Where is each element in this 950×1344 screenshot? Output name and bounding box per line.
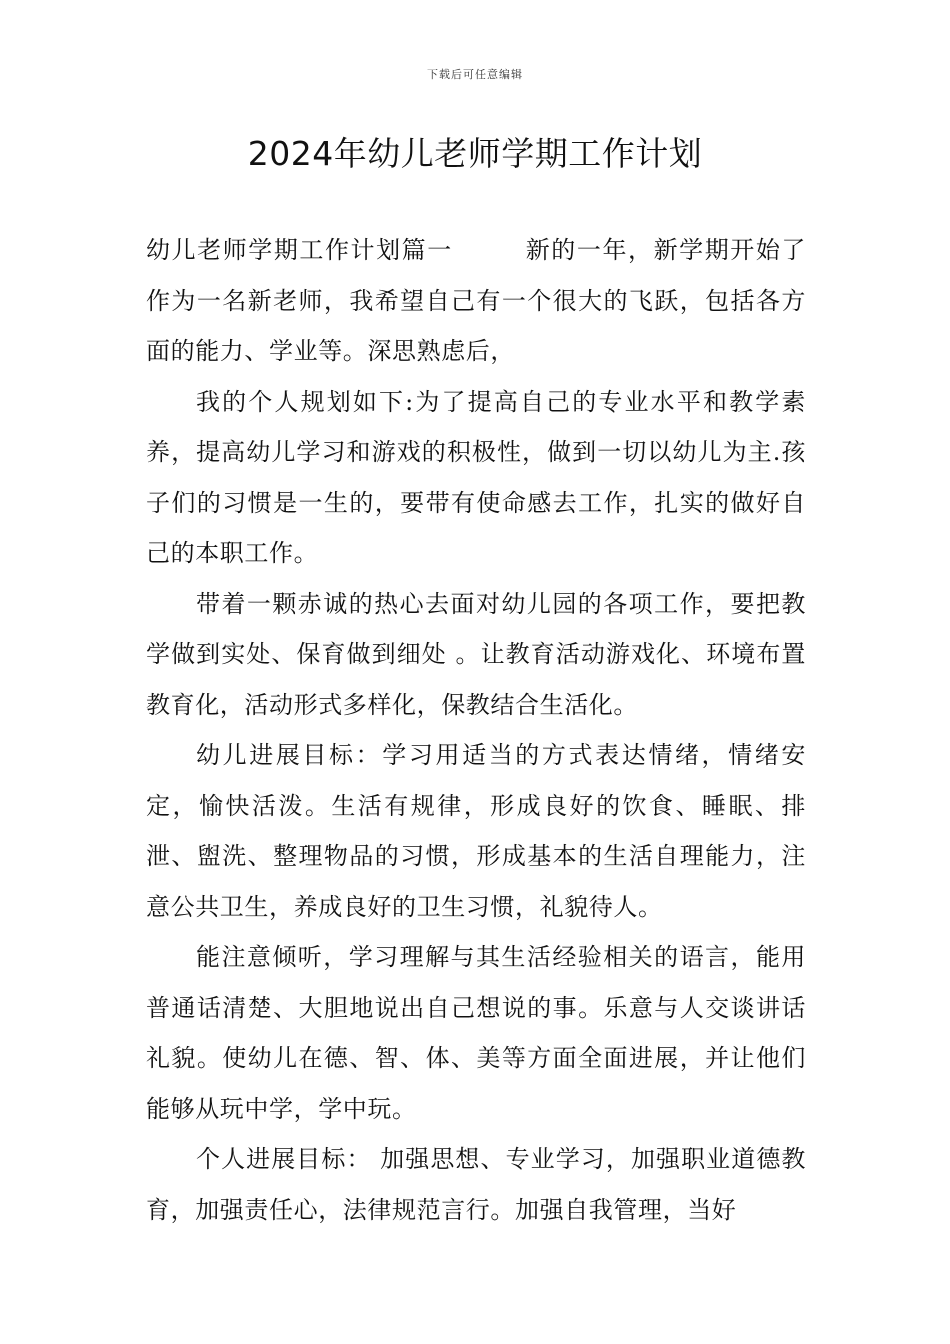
body-paragraph-2: 带着一颗赤诚的热心去面对幼儿园的各项工作，要把教学做到实处、保育做到细处 。让教育活动游戏化、环境布置教育化，活动形式多样化，保教结合生活化。 bbox=[146, 589, 806, 719]
body-paragraph-1: 我的个人规划如下:为了提高自己的专业水平和教学素养，提高幼儿学习和游戏的积极性，做到一切以幼儿为主.孩子们的习惯是一生的，要带有使命感去工作，扎实的做好自己的本职工作。 bbox=[146, 387, 806, 567]
section-heading: 幼儿老师学期工作计划篇一 bbox=[146, 236, 453, 264]
body-paragraph-5: 个人进展目标： 加强思想、专业学习，加强职业道德教育，加强责任心，法律规范言行。加强自我管理，当好 bbox=[146, 1145, 806, 1224]
body-paragraph-4: 能注意倾听，学习理解与其生活经验相关的语言，能用普通话清楚、大胆地说出自己想说的事。乐意与人交谈讲话礼貌。使幼儿在德、智、体、美等方面全面进展，并让他们能够从玩中学，学中玩。 bbox=[146, 943, 806, 1123]
intro-paragraph bbox=[146, 225, 806, 377]
intro-text: 新的一年，新学期开始了作为一名新老师，我希望自己有一个很大的飞跃，包括各方面的能力、学业等。深思熟虑后， bbox=[146, 236, 806, 365]
document-title: 2024年幼儿老师学期工作计划 bbox=[247, 134, 703, 173]
header-note: 下载后可任意编辑 bbox=[427, 68, 523, 81]
document-body bbox=[146, 225, 806, 1235]
body-paragraph-3: 幼儿进展目标：学习用适当的方式表达情绪，情绪安定，愉快活泼。生活有规律，形成良好的饮食、睡眠、排泄、盥洗、整理物品的习惯，形成基本的生活自理能力，注意公共卫生，养成良好的卫生习惯，礼貌待人。 bbox=[146, 741, 806, 921]
